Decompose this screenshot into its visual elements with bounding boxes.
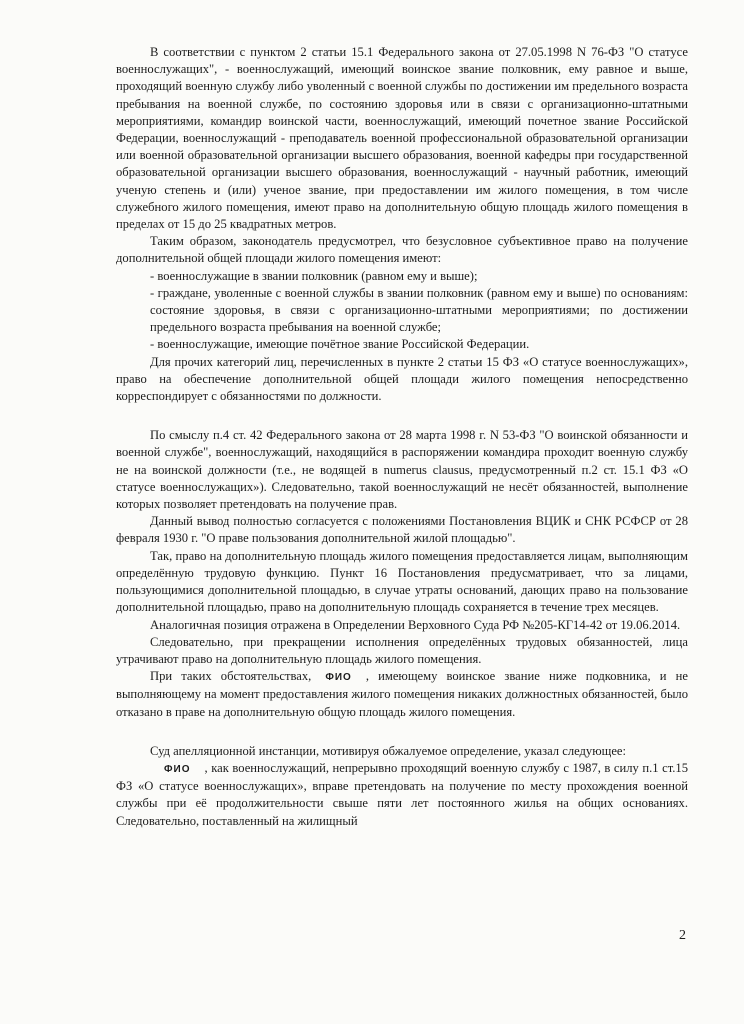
paragraph-6: Так, право на дополнительную площадь жилого помещения предоставляется лицам, выполняющим определённую трудовую функцию. Пункт 16 Постановления предусматривает, что за лицами, пользующимися дополнительной площадью, в случае утраты оснований, дающих право на пользование дополнительной площадью, право на дополнительную площадь сохраняется в течение трех месяцев.: [116, 548, 688, 615]
fio-placeholder-2: ФИО: [164, 763, 191, 775]
paragraph-7: Аналогичная позиция отражена в Определении Верховного Суда РФ №205-КГ14-42 от 19.06.2014.: [150, 617, 681, 632]
page-number: 2: [679, 928, 686, 943]
list-item-colonel: - военнослужащие в звании полковник (равном ему и выше);: [150, 268, 478, 283]
paragraph-10: Суд апелляционной инстанции, мотивируя обжалуемое определение, указал следующее:: [150, 743, 627, 758]
p12-after: , имеющему воинское звание ниже подковника, и не выполняющему на момент предоставления жилого помещения никаких должностных обязанностей, было отказано в праве на дополнительную общую площадь жилого помещения.: [116, 669, 688, 719]
p14-after: , как военнослужащий, непрерывно проходящий военную службу с 1987, в силу п.1 ст.15 ФЗ «О статусе военнослужащих», вправе претендовать на получение по месту прохождения военной службы при её продолжительности свыше пяти лет постоянного жилья на общих основаниях. Следовательно, поставленный на жилищный: [116, 760, 688, 828]
list-item-discharged: - граждане, уволенные с военной службы в звании полковник (равном ему и выше) по основаниям: состояние здоровья, в связи с организационно-штатными мероприятиями; по достижении предельного возраста пребывания на военной службе;: [150, 285, 688, 335]
paragraph-1: В соответствии с пунктом 2 статьи 15.1 Федерального закона от 27.05.1998 N 76-ФЗ "О статусе военнослужащих", - военнослужащий, имеющий воинское звание полковник, ему равное и выше, проходящий военную службу либо уволенный с военной службы по достижении им предельного возраста пребывания на военной службе, по состоянию здоровья или в связи с организационно-штатными мероприятиями, командир воинской части, военнослужащий, имеющий почетное звание Российской Федерации, военнослужащий - преподаватель военной профессиональной образовательной организации или военной образовательной организации высшего образования, военной кафедры при государственной образовательной организации высшего образования, военнослужащий - научный работник, имеющий ученую степень и (или) ученое звание, при предоставлении им жилого помещения, в том числе служебного жилого помещения, имеют право на дополнительную общую площадь жилого помещения в пределах от 15 до 25 квадратных метров.: [116, 45, 688, 232]
paragraph-3: Для прочих категорий лиц, перечисленных в пункте 2 статьи 15 ФЗ «О статусе военнослужащих», право на обеспечение дополнительной общей площади жилого помещения непосредственно корреспондирует с обязанностями по должности.: [116, 354, 688, 404]
paragraph-9: [116, 668, 688, 721]
paragraph-11: [116, 760, 688, 830]
paragraph-2: Таким образом, законодатель предусмотрел, что безусловное субъективное право на получение дополнительной общей площади жилого помещения имеют:: [116, 234, 688, 266]
fio-placeholder: ФИО: [325, 672, 352, 684]
paragraph-8: Следовательно, при прекращении исполнения определённых трудовых обязанностей, лица утрачивают право на дополнительную площадь жилого помещения.: [116, 634, 688, 666]
list-item-honorary: - военнослужащие, имеющие почётное звание Российской Федерации.: [150, 337, 530, 352]
document-body: [116, 44, 688, 830]
p12-before: При таких обстоятельствах,: [150, 669, 312, 684]
paragraph-4: По смыслу п.4 ст. 42 Федерального закона от 28 марта 1998 г. N 53-ФЗ "О воинской обязанности и военной службе", военнослужащий, находящийся в распоряжении командира проходит военную службу не на воинской должности (т.е., не водящей в numerus clausus, предусмотренный п.2 ст. 15.1 ФЗ «О статусе военнослужащих»). Следовательно, такой военнослужащий не несёт обязанностей, выполнение которых позволяет претендовать на получение прав.: [116, 428, 688, 512]
paragraph-5: Данный вывод полностью согласуется с положениями Постановления ВЦИК и СНК РСФСР от 28 февраля 1930 г. "О праве пользования дополнительной жилой площадью".: [116, 514, 688, 546]
